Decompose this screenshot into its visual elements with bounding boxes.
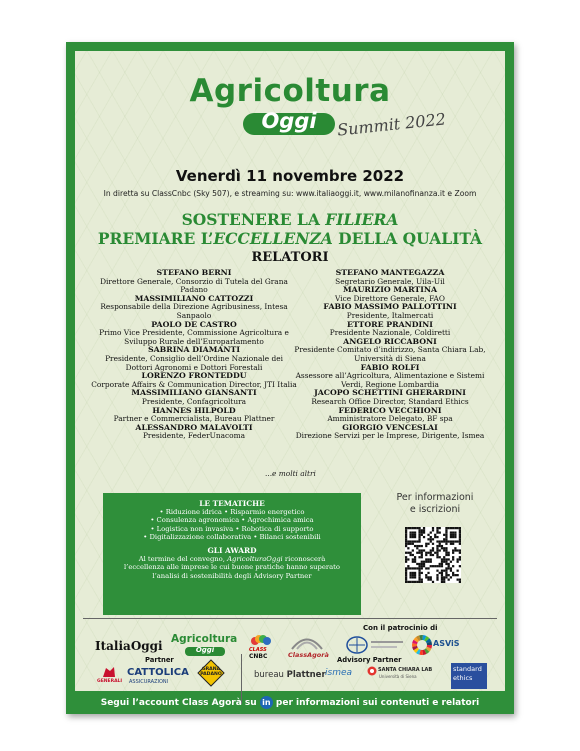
theme-line: • Logistica non invasiva • Robotica di supporto (150, 524, 314, 533)
theme-line: • Digitalizzazione collaborativa • Bilanci sostenibili (143, 532, 321, 541)
standard-text: standard (453, 665, 482, 673)
speaker-entry (287, 389, 493, 406)
advisory-partner-label: Advisory Partner (337, 656, 402, 664)
speaker-role: Presidente Comitato d’indirizzo, Santa Chiara Lab, Università di Siena (294, 345, 486, 363)
speaker-role: Presidente, FederUnacoma (142, 431, 246, 441)
speakers-left-column (91, 269, 297, 441)
oggi-logo-text: Oggi (261, 109, 317, 133)
grana-padano-logo (197, 667, 225, 677)
speaker-entry (287, 269, 493, 286)
speaker-name: LORENZO FRONTEDDU (141, 371, 247, 381)
themes-box (103, 493, 361, 615)
summit-2022-script: Summit 2022 (336, 109, 447, 140)
speaker-entry (287, 407, 493, 424)
agricolturaoggi-logo-sub: Oggi (195, 646, 215, 654)
speaker-entry (287, 364, 493, 390)
themes-title: LE TEMATICHE (199, 499, 265, 508)
cattolica-sub: ASSICURAZIONI (129, 679, 169, 685)
speaker-name: MASSIMILIANO GIANSANTI (131, 388, 257, 398)
theme-line: • Consulenza agronomica • Agrochimica amica (150, 516, 314, 525)
event-date: Venerdì 11 novembre 2022 (175, 167, 405, 185)
info-line: Per informazioni (396, 492, 474, 503)
class-logo: CLASS (249, 647, 267, 653)
partner-label: Partner (145, 656, 174, 664)
speaker-name: MAURIZIO MARTINA (342, 285, 438, 295)
poster (66, 42, 514, 714)
footer-banner (66, 695, 514, 711)
speaker-role: Segretario Generale, Uila-Uil (335, 276, 445, 286)
speaker-name: ANGELO RICCABONI (343, 336, 437, 346)
streaming-info: In diretta su ClassCnbc (Sky 507), e streaming su: www.italiaoggi.it, www.milanofinanza.it e Zoom (103, 189, 477, 198)
patronage-label: Con il patrocinio di (363, 624, 438, 632)
italiaoggi-logo: ItaliaOggi (95, 639, 163, 653)
santa-chiara-lab-sub: Università di Siena (379, 674, 417, 679)
speaker-name: ALESSANDRO MALAVOLTI (135, 422, 253, 432)
speaker-role: Research Office Director, Standard Ethics (311, 396, 469, 406)
santa-chiara-lab-logo: SANTA CHIARA LAB (378, 667, 433, 673)
speaker-role: Corporate Affairs & Communication Director, JTI Italia (91, 379, 297, 389)
speaker-entry (287, 321, 493, 338)
speakers-heading: RELATORI (251, 250, 329, 265)
speaker-role: Partner e Commercialista, Bureau Plattner (113, 414, 275, 424)
footer-text-b: per informazioni sui contenuti e relatori (272, 698, 480, 708)
speaker-entry (91, 372, 297, 389)
ethics-text: ethics (453, 674, 473, 682)
speaker-role: Assessore all’Agricoltura, Alimentazione e Sistemi Verdi, Regione Lombardia (295, 371, 485, 389)
classagora-arch-icon (290, 634, 324, 650)
speaker-role: Presidente, Consiglio dell’Ordine Nazionale dei Dottori Agronomi e Dottori Forestali (105, 353, 283, 372)
speakers-right-column (287, 269, 493, 441)
speaker-role: Amministratore Delegato, BF spa (327, 414, 453, 424)
speaker-name: SABRINA DIAMANTI (147, 345, 240, 355)
speaker-entry (91, 424, 297, 441)
slogan-line-2: PREMIARE L’ECCELLENZA DELLA QUALITÀ (97, 229, 483, 248)
award-line: Al termine del convegno, AgricolturaOggi riconoscerà (138, 555, 326, 564)
speaker-entry (287, 286, 493, 303)
speaker-name: JACOPO SCHETTINI GHERARDINI (314, 388, 466, 398)
speaker-name: ETTORE PRANDINI (347, 319, 433, 329)
award-line: l’analisi di sostenibilità degli Advisory Partner (152, 571, 312, 580)
speaker-entry (91, 407, 297, 424)
poster-content (75, 51, 505, 691)
speaker-entry (91, 269, 297, 295)
speaker-name: MASSIMILIANO CATTOZZI (134, 293, 254, 303)
speaker-entry (287, 303, 493, 320)
eu-parliament-icon (345, 635, 405, 655)
speaker-name: STEFANO MANTEGAZZA (335, 268, 445, 277)
bureau-plattner-logo: bureau Plattner (254, 670, 326, 680)
cnbc-logo: CNBC (249, 653, 268, 660)
speaker-name: GIORGIO VENCESLAI (342, 422, 438, 432)
generali-lion-icon (101, 665, 117, 679)
speaker-name: PAOLO DE CASTRO (151, 319, 237, 329)
theme-line: • Riduzione idrica • Risparmio energetico (159, 508, 305, 517)
info-text (375, 492, 495, 516)
speaker-entry (91, 321, 297, 347)
classagora-logo: ClassAgorà (288, 651, 329, 659)
slogan-line-1: SOSTENERE LA FILIERA (181, 210, 399, 229)
speaker-entry (91, 295, 297, 321)
grana-text: GRANA (201, 667, 221, 672)
qr-code-icon[interactable] (405, 527, 461, 583)
speaker-role: Presidente Nazionale, Coldiretti (329, 328, 451, 338)
asvis-wheel-icon (411, 634, 433, 656)
more-speakers-note: ...e molti altri (265, 469, 316, 478)
agricoltura-logo-title: Agricoltura (189, 73, 391, 109)
peacock-icon (250, 633, 272, 647)
speaker-name: FABIO MASSIMO PALLOTTINI (323, 302, 457, 312)
divider (83, 618, 497, 619)
footer-text-a: Segui l’account Class Agorà su (100, 698, 260, 708)
padano-text: PADANO (200, 672, 222, 677)
info-line: e iscrizioni (409, 504, 461, 515)
speaker-role: Responsabile della Direzione Agribusiness, Intesa Sanpaolo (100, 302, 288, 320)
speaker-name: FEDERICO VECCHIONI (338, 405, 442, 415)
standard-ethics-logo (451, 663, 487, 689)
speaker-role: Presidente, Confagricoltura (141, 396, 247, 406)
speaker-role: Direzione Servizi per le Imprese, Dirigente, Ismea (295, 431, 485, 441)
speaker-entry (287, 424, 493, 441)
award-line: l’eccellenza alle imprese le cui buone pratiche hanno superato (123, 563, 340, 572)
speaker-role: Presidente, Italmercati (346, 310, 434, 320)
speaker-entry (91, 346, 297, 372)
speaker-name: HANNES HILPOLD (152, 405, 236, 415)
speaker-role: Primo Vice Presidente, Commissione Agricoltura e Sviluppo Rurale dell’Europarlamento (99, 328, 289, 346)
agricolturaoggi-logo: Agricoltura (171, 633, 238, 645)
speaker-role: Direttore Generale, Consorzio di Tutela del Grana Padano (100, 276, 288, 295)
awards-title: GLI AWARD (207, 546, 257, 556)
santa-chiara-lab-icon (367, 666, 377, 676)
speaker-name: STEFANO BERNI (156, 268, 232, 277)
asvis-logo: ASViS (433, 639, 460, 648)
generali-logo: GENERALI (97, 679, 123, 684)
speaker-entry (91, 389, 297, 406)
speaker-role: Vice Direttore Generale, FAO (335, 293, 445, 303)
speaker-name: FABIO ROLFI (360, 362, 420, 372)
speaker-entry (287, 338, 493, 364)
linkedin-icon[interactable]: in (260, 696, 273, 709)
ismea-logo: ismea (325, 668, 353, 678)
cattolica-logo: CATTOLICA (127, 667, 189, 678)
